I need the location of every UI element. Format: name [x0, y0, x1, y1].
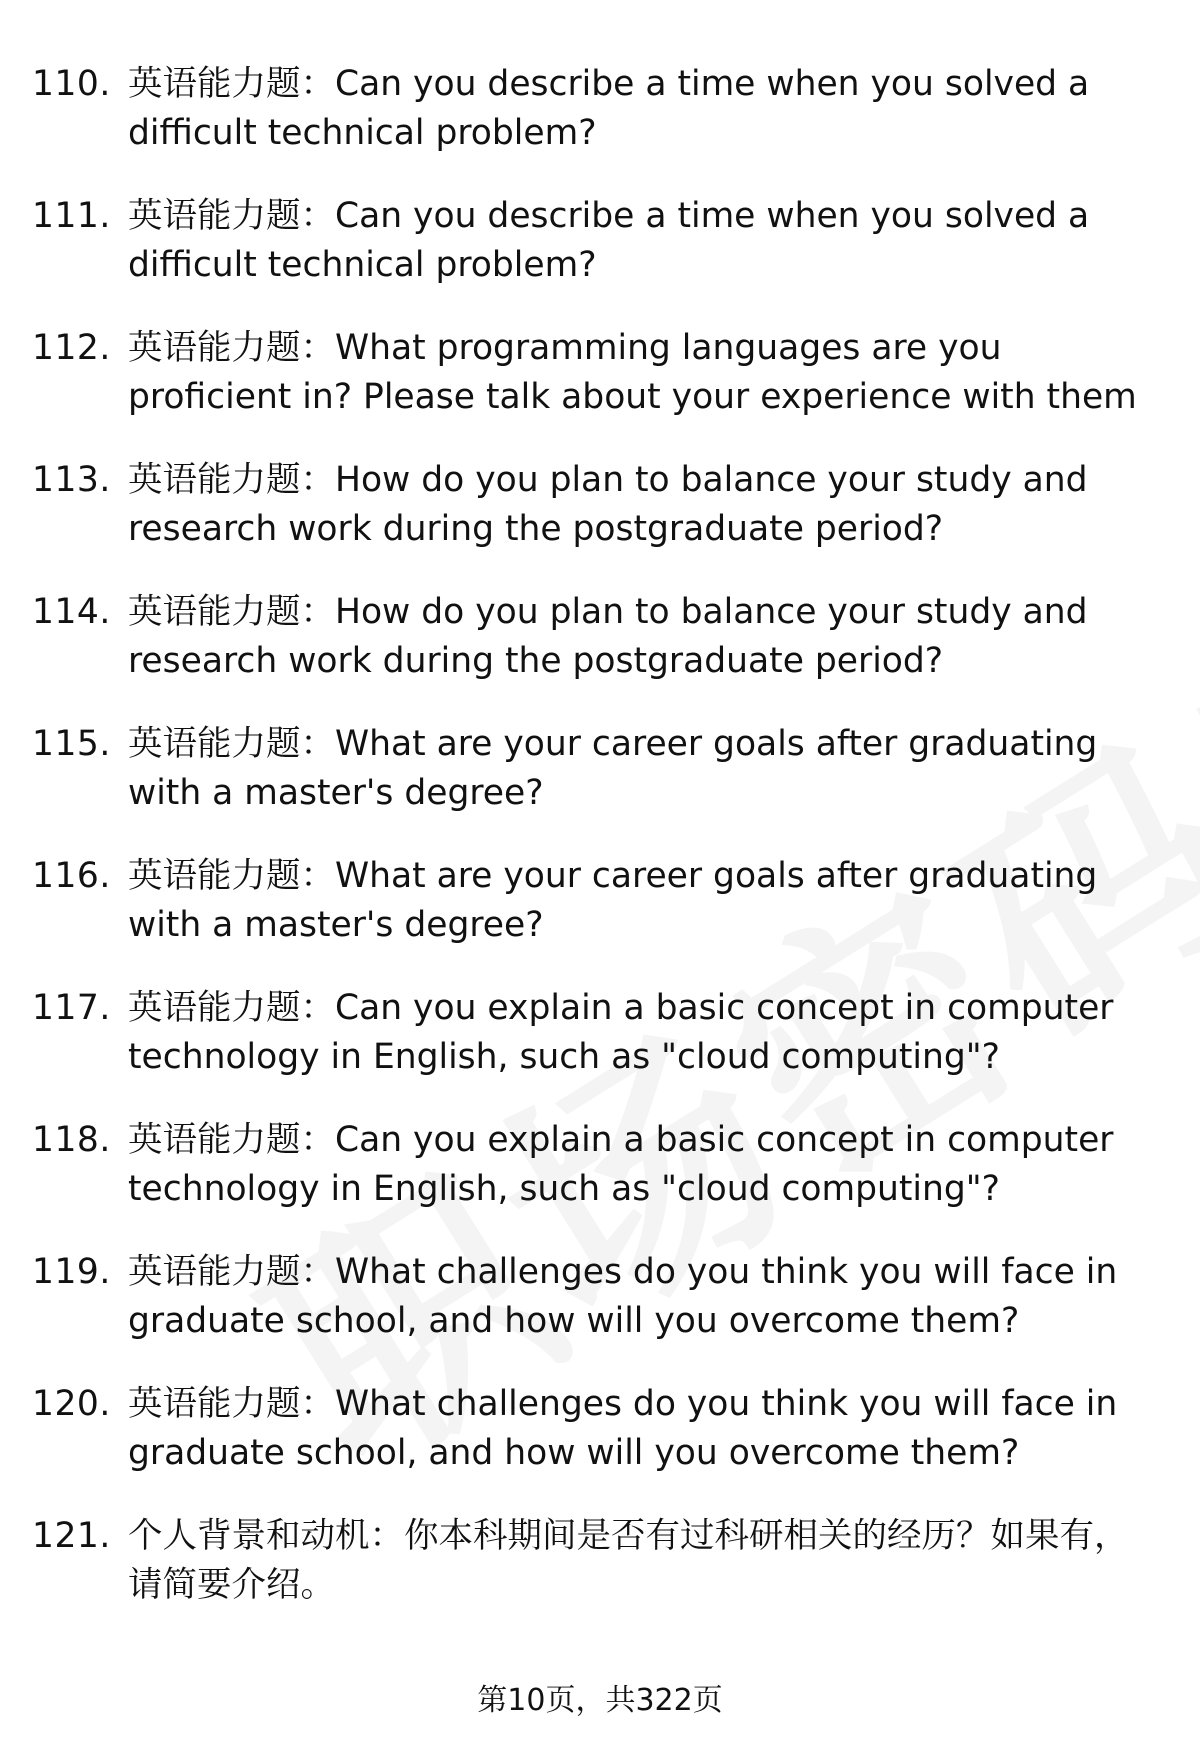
question-text: 个人背景和动机：你本科期间是否有过科研相关的经历？如果有，请简要介绍。 [128, 1516, 1129, 1605]
question-text: 英语能力题：How do you plan to balance your study and research work during the postgraduate period? [128, 460, 1088, 549]
question-text: 英语能力题：Can you explain a basic concept in computer technology in English, such as "cloud computing"? [128, 988, 1114, 1077]
question-item [0, 1512, 1200, 1610]
question-number: 117. [32, 988, 111, 1028]
question-text: 英语能力题：What programming languages are you proficient in? Please talk about your experience with them [128, 328, 1137, 417]
question-text: 英语能力题：What are your career goals after graduating with a master's degree? [128, 856, 1098, 945]
question-number: 119. [32, 1252, 111, 1292]
question-text: 英语能力题：What are your career goals after graduating with a master's degree? [128, 724, 1098, 813]
question-list [0, 60, 1200, 1644]
question-item [0, 192, 1200, 290]
question-number: 116. [32, 856, 111, 896]
question-item [0, 588, 1200, 686]
question-number: 110. [32, 64, 111, 104]
question-item [0, 852, 1200, 950]
question-item [0, 720, 1200, 818]
question-item [0, 1248, 1200, 1346]
question-number: 120. [32, 1384, 111, 1424]
question-item [0, 60, 1200, 158]
question-text: 英语能力题：Can you explain a basic concept in computer technology in English, such as "cloud computing"? [128, 1120, 1114, 1209]
question-item [0, 1380, 1200, 1478]
question-number: 115. [32, 724, 111, 764]
question-item [0, 456, 1200, 554]
question-text: 英语能力题：How do you plan to balance your study and research work during the postgraduate period? [128, 592, 1088, 681]
question-number: 118. [32, 1120, 111, 1160]
question-text: 英语能力题：What challenges do you think you will face in graduate school, and how will you overcome them? [128, 1252, 1118, 1341]
page-footer: 第10页，共322页 [477, 1683, 723, 1718]
question-number: 111. [32, 196, 111, 236]
question-number: 121. [32, 1516, 111, 1556]
question-text: 英语能力题：Can you describe a time when you solved a difficult technical problem? [128, 196, 1090, 285]
question-number: 113. [32, 460, 111, 500]
question-text: 英语能力题：Can you describe a time when you solved a difficult technical problem? [128, 64, 1090, 153]
question-item [0, 1116, 1200, 1214]
question-text: 英语能力题：What challenges do you think you will face in graduate school, and how will you overcome them? [128, 1384, 1118, 1473]
question-item [0, 324, 1200, 422]
question-number: 112. [32, 328, 111, 368]
question-number: 114. [32, 592, 111, 632]
question-item [0, 984, 1200, 1082]
